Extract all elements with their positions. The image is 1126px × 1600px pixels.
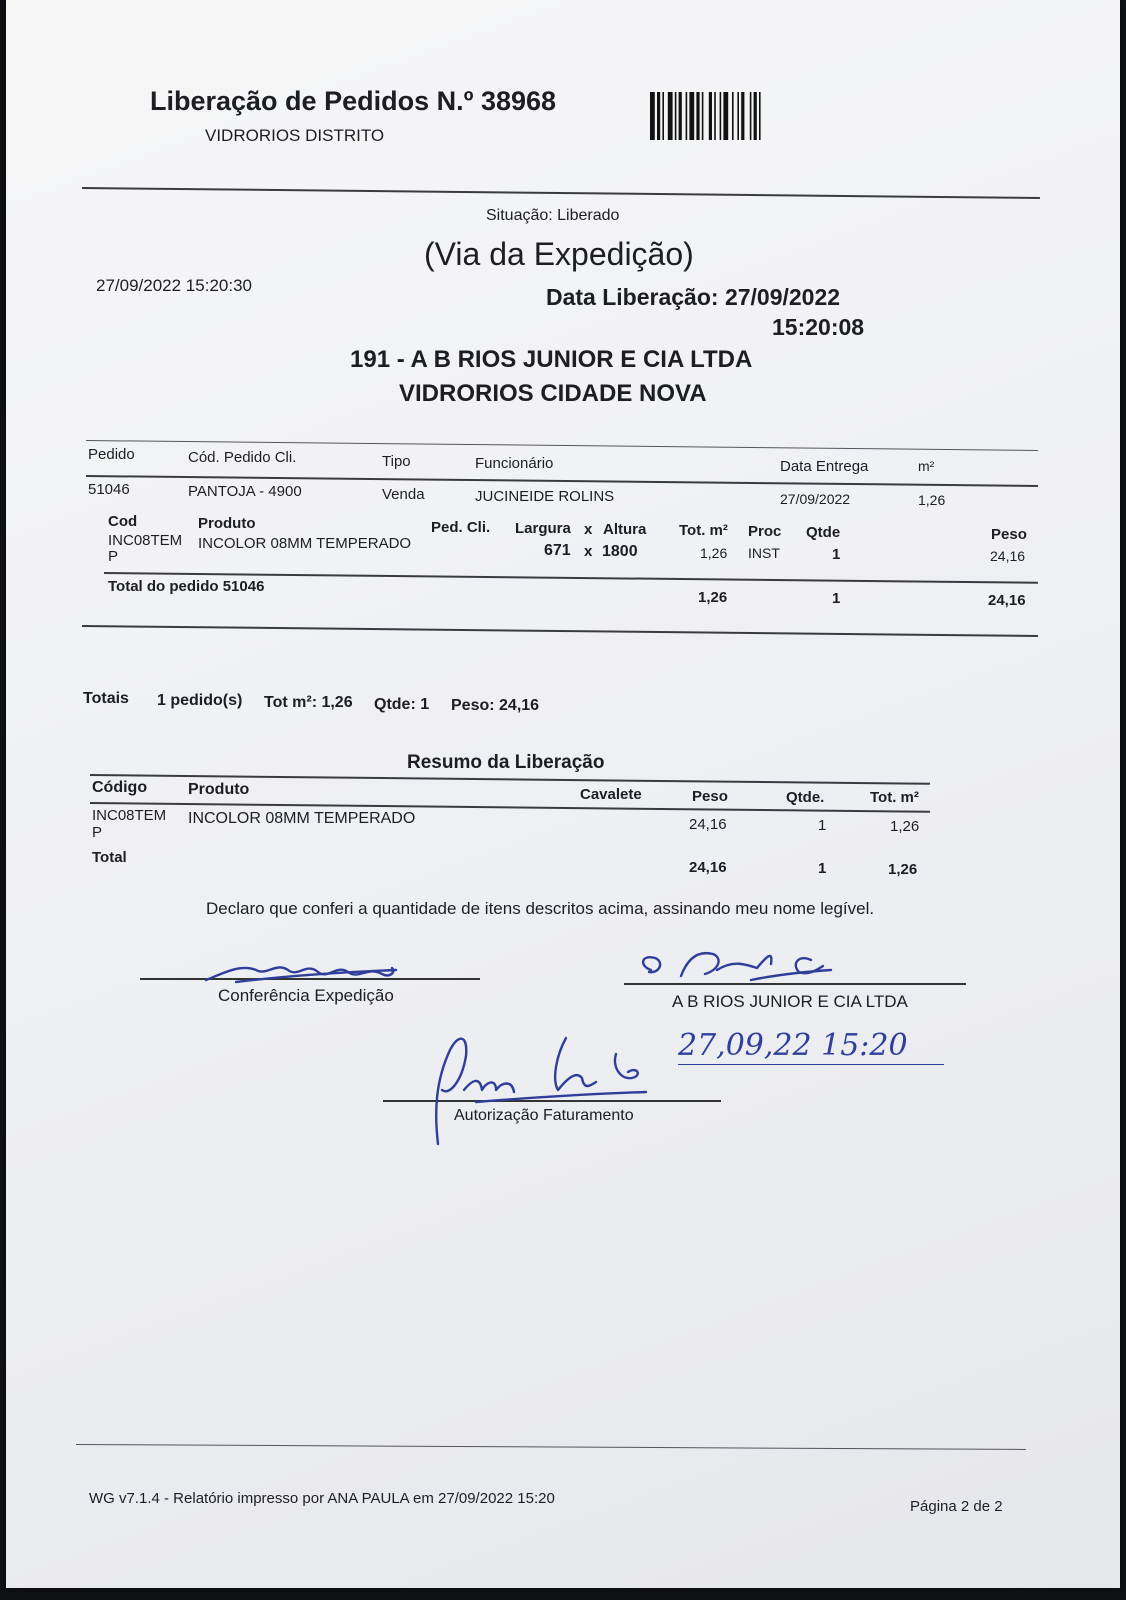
totals-pedidos: 1 pedido(s): [157, 692, 243, 709]
order-m2: 1,26: [918, 492, 946, 508]
autorizacao-signature-icon: [416, 1020, 676, 1150]
col-cod-cli-header: Cód. Pedido Cli.: [188, 449, 297, 466]
footer-rule: [76, 1444, 1026, 1450]
item-largura-header: Largura: [515, 520, 571, 537]
item-altura-header: Altura: [603, 521, 647, 538]
totals-m2: Tot m²: 1,26: [264, 694, 353, 711]
item-produto-header: Produto: [198, 515, 256, 532]
order-total-qtde: 1: [832, 590, 841, 607]
item-peso: 24,16: [990, 548, 1026, 564]
summary-codigo-line2: P: [92, 824, 103, 841]
col-funcionario-header: Funcionário: [475, 455, 554, 472]
client-signature-icon: [621, 940, 841, 988]
summary-peso: 24,16: [689, 816, 727, 833]
summary-total-qtde: 1: [818, 860, 827, 877]
item-peso-header: Peso: [991, 526, 1027, 543]
barcode-icon: [650, 92, 825, 140]
item-tot-m2: 1,26: [700, 545, 728, 561]
order-data-entrega: 27/09/2022: [780, 491, 851, 507]
order-total-m2: 1,26: [698, 589, 728, 606]
summary-tot-m2: 1,26: [890, 818, 920, 835]
document-page: [6, 0, 1120, 1588]
client-branch: VIDRORIOS CIDADE NOVA: [399, 380, 707, 407]
via-title: (Via da Expedição): [424, 236, 694, 272]
release-date: Data Liberação: 27/09/2022: [546, 284, 841, 310]
item-proc-header: Proc: [748, 523, 782, 540]
footer-printed-by: WG v7.1.4 - Relatório impresso por ANA PAULA em 27/09/2022 15:20: [89, 1490, 555, 1507]
status-text: Situação: Liberado: [486, 207, 620, 224]
order-bottom-rule: [82, 625, 1038, 637]
item-tot-m2-header: Tot. m²: [679, 522, 728, 539]
item-cod-line1: INC08TEM: [108, 532, 183, 549]
summary-total-peso: 24,16: [689, 859, 727, 876]
handwritten-datetime: 27,09,22 15:20: [678, 1028, 908, 1063]
conferencia-label: Conferência Expedição: [218, 986, 394, 1005]
print-datetime: 27/09/2022 15:20:30: [96, 276, 252, 295]
release-time: 15:20:08: [772, 314, 865, 340]
col-tipo-header: Tipo: [382, 453, 411, 470]
totals-label: Totais: [83, 690, 129, 707]
item-altura: 1800: [602, 543, 638, 560]
summary-codigo-line1: INC08TEM: [92, 807, 167, 824]
summary-tot-m2-header: Tot. m²: [870, 789, 919, 806]
order-funcionario: JUCINEIDE ROLINS: [475, 488, 615, 505]
declaration-text: Declaro que conferi a quantidade de itens descritos acima, assinando meu nome legível.: [206, 899, 875, 918]
item-x-header: x: [584, 521, 593, 538]
totals-qtde: Qtde: 1: [374, 696, 430, 713]
item-qtde-header: Qtde: [806, 524, 841, 541]
item-qtde: 1: [832, 546, 841, 563]
summary-cavalete-header: Cavalete: [580, 786, 642, 803]
conferencia-signature-icon: [196, 950, 406, 990]
item-cod-line2: P: [108, 548, 119, 565]
footer-page-number: Página 2 de 2: [910, 1498, 1003, 1515]
item-produto: INCOLOR 08MM TEMPERADO: [198, 535, 412, 552]
client-name: 191 - A B RIOS JUNIOR E CIA LTDA: [350, 346, 753, 373]
summary-codigo-header: Código: [92, 779, 148, 796]
col-data-entrega-header: Data Entrega: [780, 458, 869, 475]
summary-produto: INCOLOR 08MM TEMPERADO: [188, 810, 416, 827]
item-largura: 671: [544, 542, 571, 559]
order-tipo: Venda: [382, 486, 425, 503]
order-cod-cli: PANTOJA - 4900: [188, 483, 302, 500]
order-total-peso: 24,16: [988, 592, 1026, 609]
summary-title: Resumo da Liberação: [407, 752, 605, 773]
summary-produto-header: Produto: [188, 781, 250, 798]
document-title: Liberação de Pedidos N.º 38968: [150, 86, 557, 116]
item-proc: INST: [748, 545, 780, 561]
autorizacao-label: Autorização Faturamento: [454, 1107, 634, 1124]
totals-peso: Peso: 24,16: [451, 697, 540, 714]
item-cod-header: Cod: [108, 513, 138, 530]
summary-total-label: Total: [92, 849, 127, 866]
company-name: VIDRORIOS DISTRITO: [205, 126, 385, 145]
item-x: x: [584, 543, 593, 560]
summary-peso-header: Peso: [692, 788, 728, 805]
order-total-label: Total do pedido 51046: [108, 578, 265, 595]
col-m2-header: m²: [918, 458, 935, 474]
order-pedido: 51046: [88, 481, 130, 498]
col-pedido-header: Pedido: [88, 446, 135, 463]
header-divider: [82, 187, 1040, 199]
client-signature-label: A B RIOS JUNIOR E CIA LTDA: [672, 992, 908, 1011]
summary-qtde-header: Qtde.: [786, 789, 825, 806]
item-ped-cli-header: Ped. Cli.: [431, 519, 491, 536]
handwritten-date-underline: [678, 1064, 944, 1065]
summary-qtde: 1: [818, 817, 827, 834]
summary-total-m2: 1,26: [888, 861, 918, 878]
